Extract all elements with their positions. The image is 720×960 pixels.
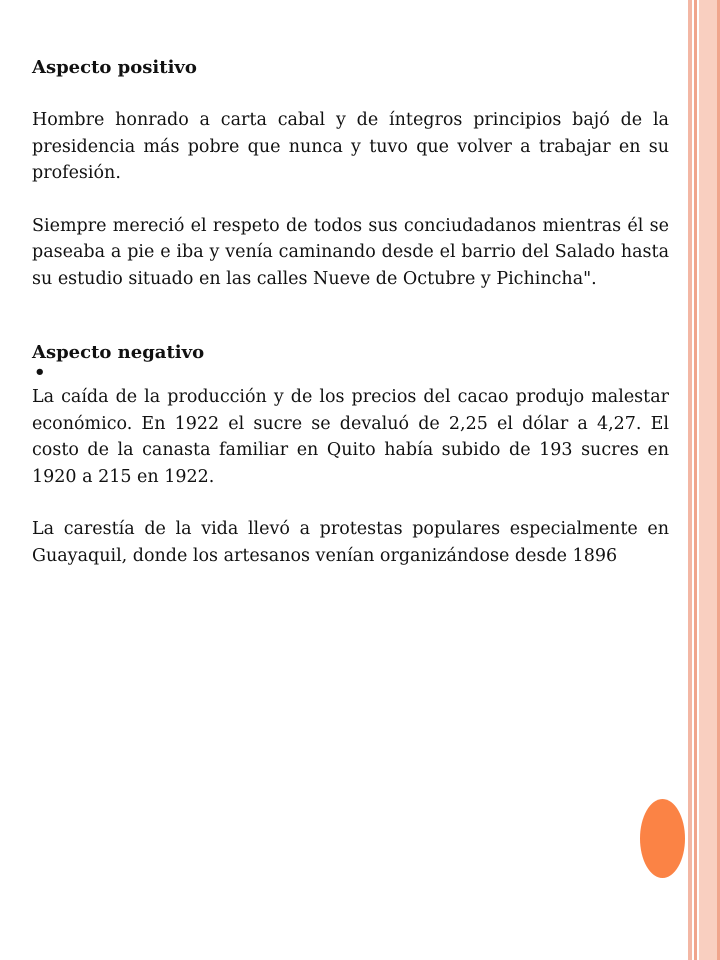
negative-paragraph-2: La carestía de la vida llevó a protestas populares especialmente en Guayaquil, donde los artesanos venían organizándose desde 1896: [32, 519, 669, 566]
positive-paragraph-1: Hombre honrado a carta cabal y de íntegros principios bajó de la presidencia más pobre que nunca y tuvo que volver a trabajar en su profesión.: [32, 110, 669, 183]
negative-heading: Aspecto negativo: [32, 342, 205, 363]
slide-body: [32, 54, 669, 569]
bullet-marker: •: [34, 362, 46, 383]
decorative-orange-oval: [640, 799, 685, 878]
positive-heading: Aspecto positivo: [32, 57, 197, 78]
negative-paragraph-1: La caída de la producción y de los precios del cacao produjo malestar económico. En 1922 el sucre se devaluó de 2,25 el dólar a 4,27. El costo de la canasta familiar en Quito había subido de 193 sucres en 1920 a 215 en 1922.: [32, 387, 669, 487]
positive-paragraph-2: Siempre mereció el respeto de todos sus conciudadanos mientras él se paseaba a pie e iba y venía caminando desde el barrio del Salado hasta su estudio situado en las calles Nueve de Octubre y Pichincha".: [32, 215, 669, 289]
border-stripe-band: [699, 0, 717, 960]
